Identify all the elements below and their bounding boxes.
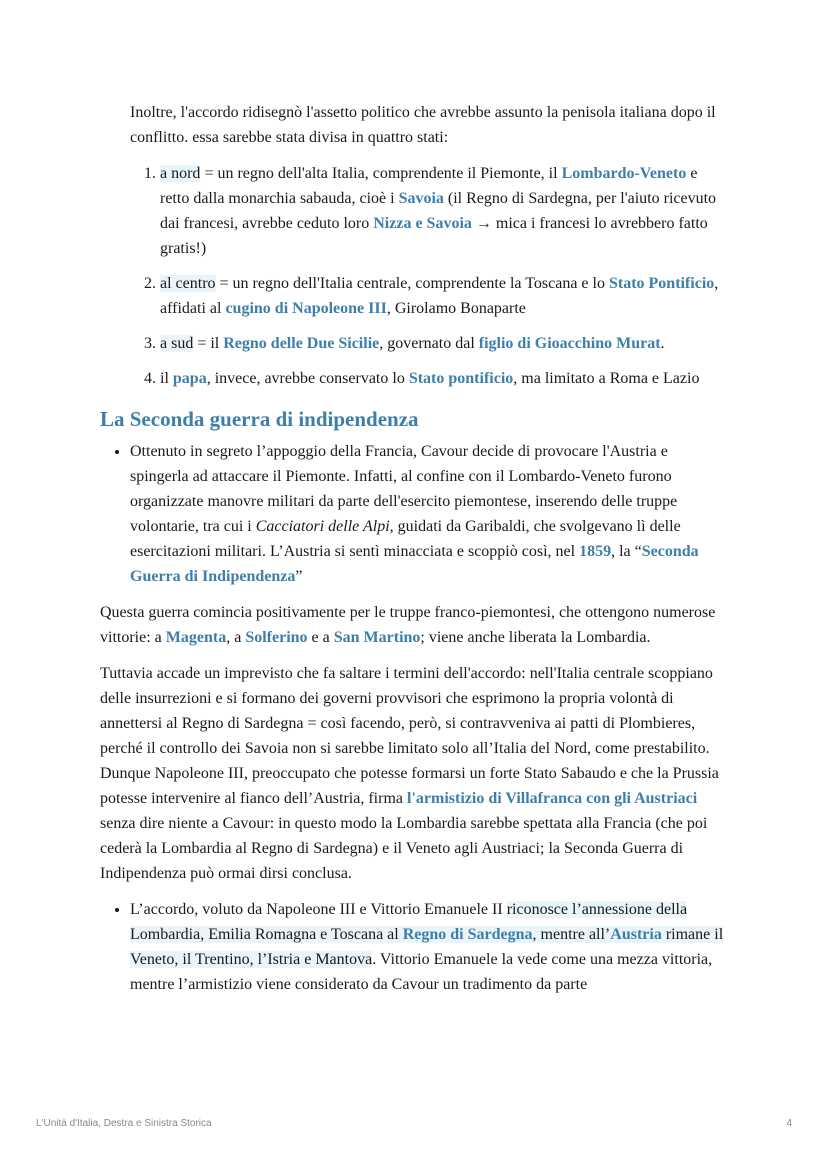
text: L’accordo, voluto da Napoleone III e Vittorio Emanuele II [130, 901, 507, 918]
term-link[interactable]: figlio di Gioacchino Murat [478, 335, 661, 352]
text: e retto dalla monarchia sabauda, cioè i [160, 165, 698, 207]
term-link[interactable]: Austria [610, 926, 662, 943]
emphasis: Cacciatori delle Alpi [255, 518, 390, 535]
text: , la “ [611, 543, 642, 560]
bullet-item [130, 897, 730, 997]
section-heading: La Seconda guerra di indipendenza [100, 407, 419, 431]
page-number: 4 [786, 1118, 792, 1129]
term-link[interactable]: l'armistizio di Villafranca con gli Austriaci [407, 790, 698, 807]
bullet-list-1 [100, 439, 730, 589]
highlight: a nord [160, 165, 201, 182]
term-link[interactable]: Savoia [398, 190, 444, 207]
term-link[interactable]: Regno delle Due Sicilie [223, 335, 380, 352]
paragraph-victories [100, 600, 730, 650]
list-item-north [160, 161, 730, 261]
term-link[interactable]: papa [172, 370, 207, 387]
text: → mica i francesi lo avrebbero fatto gratis!) [160, 215, 708, 257]
text: = un regno dell'Italia centrale, comprendente la Toscana e lo [215, 275, 609, 292]
term-link[interactable]: 1859 [579, 543, 612, 560]
term-link[interactable]: Nizza e Savoia [373, 215, 472, 232]
term-link[interactable]: Stato pontificio [408, 370, 514, 387]
term-link[interactable]: San Martino [333, 629, 421, 646]
highlight: rimane il Veneto, il Trentino, l’Istria e Mantova [130, 926, 724, 968]
text: il [160, 370, 173, 387]
text: , Girolamo Bonaparte [386, 300, 526, 317]
text: (il Regno di Sardegna, per l'aiuto ricevuto dai francesi, avrebbe ceduto loro [160, 190, 717, 232]
text: Ottenuto in segreto l’appoggio della Francia, Cavour decide di provocare l'Austria e spingerla ad attaccare il Piemonte. Infatti, al confine con il Lombardo-Veneto furono organizzate manovre militari da parte dell'esercito piemontese, inserendo delle truppe volontarie, tra cui i [130, 443, 678, 535]
text: , invece, avrebbe conservato lo [206, 370, 409, 387]
text: ; viene anche liberata la Lombardia. [420, 629, 651, 646]
term-link[interactable]: cugino di Napoleone III [225, 300, 387, 317]
text: , a [226, 629, 246, 646]
text: ” [295, 568, 303, 585]
text: senza dire niente a Cavour: in questo modo la Lombardia sarebbe spettata alla Francia (che poi cederà la Lombardia al Regno di Sardegna) e il Veneto agli Austriaci; la Seconda Guerra di Indipendenza può ormai dirsi conclusa. [100, 815, 708, 882]
list-item-south [160, 331, 730, 356]
text: e a [307, 629, 334, 646]
term-link[interactable]: Seconda Guerra di Indipendenza [130, 543, 699, 585]
bullet-item [130, 439, 730, 589]
text: Questa guerra comincia positivamente per le truppe franco-piemontesi, che ottengono numerose vittorie: a [100, 604, 716, 646]
text: , governato dal [379, 335, 479, 352]
term-link[interactable]: Solferino [245, 629, 308, 646]
term-link[interactable]: Stato Pontificio [608, 275, 715, 292]
highlight: riconosce l’annessione della Lombardia, Emilia Romagna e Toscana al [130, 901, 688, 943]
paragraph-armistice [100, 661, 730, 886]
bullet-list-2 [100, 897, 730, 997]
text: . [660, 335, 665, 352]
highlight: al centro [160, 275, 216, 292]
highlight: a sud [160, 335, 194, 352]
text: , guidati da Garibaldi, che svolgevano lì delle esercitazioni militari. L’Austria si sentì minacciata e scoppiò così, nel [130, 518, 681, 560]
term-link[interactable]: Magenta [165, 629, 227, 646]
text: = un regno dell'alta Italia, comprendente il Piemonte, il [200, 165, 562, 182]
highlight: , mentre all’ [532, 926, 611, 943]
intro-paragraph [100, 100, 730, 150]
list-item-pope [160, 366, 730, 391]
text: , ma limitato a Roma e Lazio [513, 370, 700, 387]
states-list [100, 161, 730, 391]
text: Tuttavia accade un imprevisto che fa saltare i termini dell'accordo: nell'Italia centrale scoppiano delle insurrezioni e si formano dei governi provvisori che esprimono la propria volontà di annettersi al Regno di Sardegna = così facendo, però, si contravveniva ai patti di Plombieres, perché il controllo dei Savoia non si sarebbe limitato solo all’Italia del Nord, come prestabilito. Dunque Napoleone III, preoccupato che potesse formarsi un forte Stato Sabaudo e che la Prussia potesse intervenire al fianco dell’Austria, firma [100, 665, 719, 807]
term-link[interactable]: Lombardo-Veneto [561, 165, 687, 182]
text: . Vittorio Emanuele la vede come una mezza vittoria, mentre l’armistizio viene considerato da Cavour un tradimento da parte [130, 951, 713, 993]
footer-title: L'Unità d'Italia, Destra e Sinistra Storica [36, 1118, 212, 1129]
term-link[interactable]: Regno di Sardegna [402, 926, 533, 943]
text: = il [193, 335, 224, 352]
page-content [100, 100, 730, 1008]
list-item-center [160, 271, 730, 321]
text: , affidati al [160, 275, 719, 317]
page-footer [36, 1118, 792, 1129]
intro-text: Inoltre, l'accordo ridisegnò l'assetto politico che avrebbe assunto la penisola italiana dopo il conflitto. essa sarebbe stata divisa in quattro stati: [130, 104, 716, 146]
